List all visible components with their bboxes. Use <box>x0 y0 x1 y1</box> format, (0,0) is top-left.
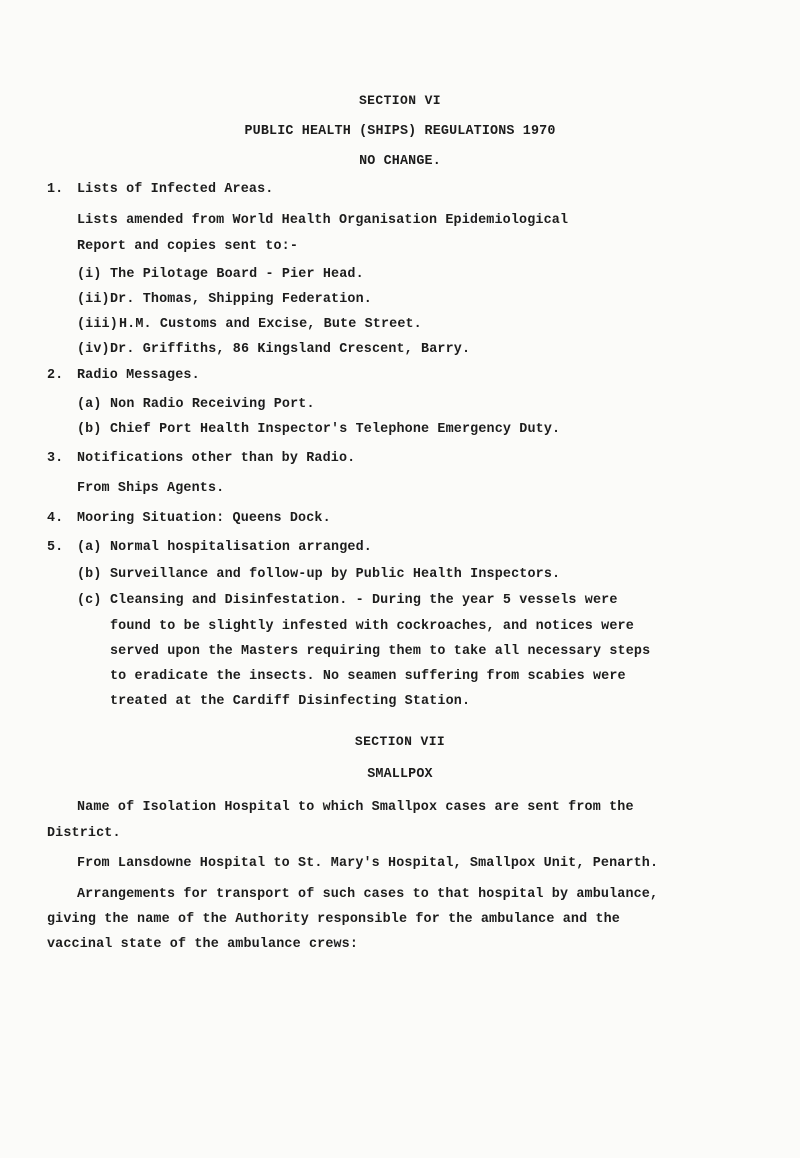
item-3-number: 3. <box>47 451 64 466</box>
item-3-text: From Ships Agents. <box>77 481 225 496</box>
item-2-sub-label: (a) <box>77 397 102 412</box>
item-5-sub-text: Surveillance and follow-up by Public Health Inspectors. <box>110 567 561 582</box>
section-6-subtitle: PUBLIC HEALTH (SHIPS) REGULATIONS 1970 <box>244 124 556 139</box>
item-5-sub-label: (a) <box>77 540 102 555</box>
section-7-para3-line3: vaccinal state of the ambulance crews: <box>47 937 359 952</box>
item-2-sub-label: (b) <box>77 422 102 437</box>
item-2-sub-text: Non Radio Receiving Port. <box>110 397 315 412</box>
item-5-number: 5. <box>47 540 64 555</box>
item-1-sub-label: (ii) <box>77 292 110 307</box>
item-1-number: 1. <box>47 182 64 197</box>
section-7-subtitle: SMALLPOX <box>367 767 433 782</box>
item-5-c-continuation: to eradicate the insects. No seamen suffering from scabies were <box>110 669 626 684</box>
item-1-text-line1: Lists amended from World Health Organisation Epidemiological <box>77 213 569 228</box>
item-5-c-continuation: served upon the Masters requiring them to take all necessary steps <box>110 644 651 659</box>
item-1-sub-text: Dr. Thomas, Shipping Federation. <box>110 292 372 307</box>
item-3-heading: Notifications other than by Radio. <box>77 451 356 466</box>
section-7-para3-line1: Arrangements for transport of such cases to that hospital by ambulance, <box>77 887 659 902</box>
item-2-sub-text: Chief Port Health Inspector's Telephone Emergency Duty. <box>110 422 561 437</box>
item-4-heading: Mooring Situation: Queens Dock. <box>77 511 331 526</box>
section-7-para2: From Lansdowne Hospital to St. Mary's Hospital, Smallpox Unit, Penarth. <box>77 856 659 871</box>
item-5-sub-label: (c) <box>77 593 102 608</box>
item-5-c-continuation: treated at the Cardiff Disinfecting Station. <box>110 694 471 709</box>
item-2-number: 2. <box>47 368 64 383</box>
item-1-sub-label: (i) <box>77 267 102 282</box>
item-1-sub-text: Dr. Griffiths, 86 Kingsland Crescent, Barry. <box>110 342 471 357</box>
item-1-sub-label: (iv) <box>77 342 110 357</box>
item-5-sub-label: (b) <box>77 567 102 582</box>
section-7-para3-line2: giving the name of the Authority responsible for the ambulance and the <box>47 912 620 927</box>
item-1-text-line2: Report and copies sent to:- <box>77 239 299 254</box>
item-4-number: 4. <box>47 511 64 526</box>
item-1-sub-text: The Pilotage Board - Pier Head. <box>110 267 364 282</box>
section-7-para1-line1: Name of Isolation Hospital to which Smallpox cases are sent from the <box>77 800 634 815</box>
item-2-heading: Radio Messages. <box>77 368 200 383</box>
item-5-sub-text: Normal hospitalisation arranged. <box>110 540 372 555</box>
section-6-title: SECTION VI <box>358 93 441 108</box>
section-7-para1-line2: District. <box>47 826 121 841</box>
section-6-status: NO CHANGE. <box>359 154 441 169</box>
item-5-c-continuation: found to be slightly infested with cockroaches, and notices were <box>110 619 634 634</box>
section-7-title: SECTION VII <box>354 734 446 749</box>
item-1-sub-label: (iii) <box>77 317 118 332</box>
item-5-sub-text: Cleansing and Disinfestation. - During the year 5 vessels were <box>110 593 618 608</box>
item-1-sub-text: H.M. Customs and Excise, Bute Street. <box>119 317 422 332</box>
item-1-heading: Lists of Infected Areas. <box>77 182 274 197</box>
